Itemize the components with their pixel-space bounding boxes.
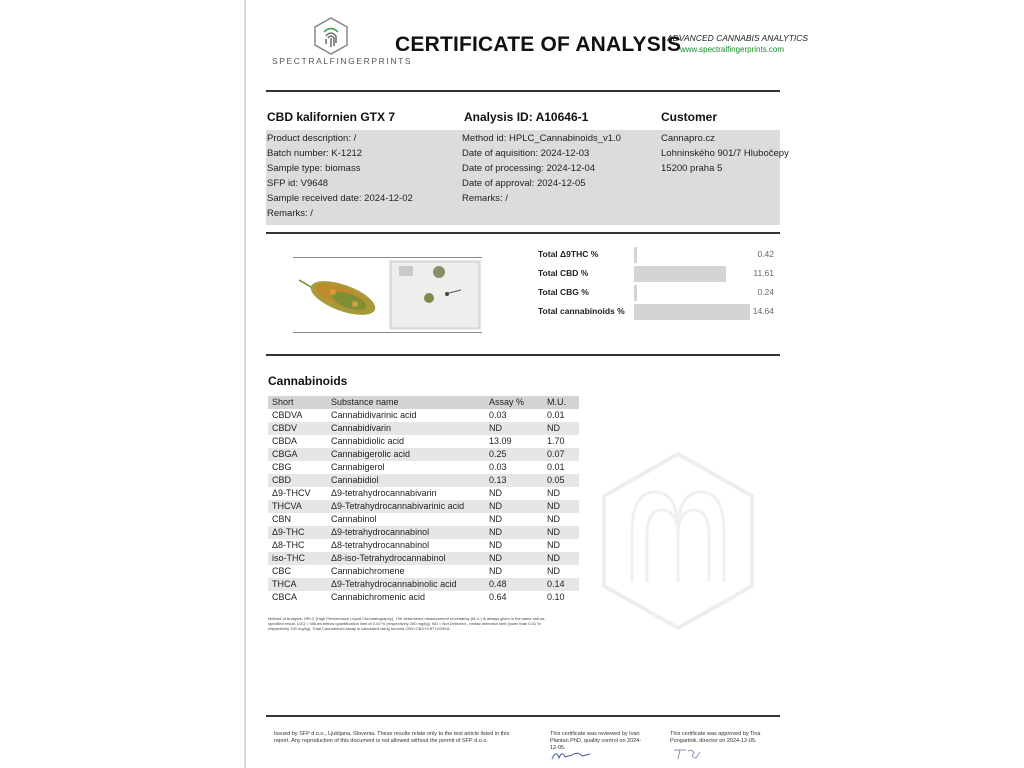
table-row	[268, 578, 579, 591]
total-label: Total CBG %	[538, 287, 589, 297]
cell-mu: 0.10	[547, 592, 565, 602]
customer-line: Cannapro.cz	[661, 133, 715, 144]
cell-assay: 0.48	[489, 579, 507, 589]
cell-substance: Δ9-Tetrahydrocannabivarinic acid	[331, 501, 465, 511]
method-note: Method of Analysis: HPLC (High Performance Liquid Chromatography). The determined measurement uncertainty (M.U.) is always given in the same unit as specified result. LOQ = Values bellow quantification limit of 0.02 % (respectively 200 mg/kg). ND = Not Detected - bellow detection limit (lower than 0.01 % respectively 100 mg/kg). Total Cannabinoid assay is calculated using formula CBX=CBX+0.877xCBXA.	[268, 616, 545, 631]
cell-short: Δ9-THC	[272, 527, 305, 537]
info-left-line: Batch number: K-1212	[267, 148, 363, 159]
cell-short: CBD	[272, 475, 292, 485]
info-middle-line: Date of aquisition: 2024-12-03	[462, 148, 590, 159]
table-header-row	[268, 396, 579, 409]
cell-substance: Cannabinol	[331, 514, 377, 524]
issuer-statement: Issued by SFP d.o.o., Ljubljana, Slovenia. These results relate only to the test article listed in this report. Any reproduction of this document is not allowed without the permit of SFP d.o.o.	[274, 731, 510, 744]
total-value: 0.42	[757, 249, 774, 259]
total-bar	[634, 285, 637, 301]
sample-bag-photo	[389, 260, 481, 330]
column-header: Short	[272, 397, 294, 407]
cell-substance: Δ8-iso-Tetrahydrocannabinol	[331, 553, 446, 563]
info-middle-line: Date of approval: 2024-12-05	[462, 178, 586, 189]
info-middle-line: Method id: HPLC_Cannabinoids_v1.0	[462, 133, 621, 144]
cell-assay: 0.25	[489, 449, 507, 459]
cell-substance: Cannabidivarin	[331, 423, 392, 433]
total-bar	[634, 266, 726, 282]
cell-assay: 0.64	[489, 592, 507, 602]
cell-mu: 0.05	[547, 475, 565, 485]
cell-substance: Cannabigerol	[331, 462, 385, 472]
cell-mu: ND	[547, 553, 560, 563]
cell-short: iso-THC	[272, 553, 305, 563]
cell-assay: ND	[489, 566, 502, 576]
cannabinoids-heading: Cannabinoids	[268, 374, 348, 388]
total-label: Total cannabinoids %	[538, 306, 625, 316]
table-row	[268, 565, 579, 578]
cell-assay: ND	[489, 501, 502, 511]
cell-assay: 0.03	[489, 462, 507, 472]
cell-mu: ND	[547, 540, 560, 550]
table-row	[268, 526, 579, 539]
column-header: M.U.	[547, 397, 566, 407]
cell-mu: ND	[547, 501, 560, 511]
table-row	[268, 500, 579, 513]
cell-assay: 0.03	[489, 410, 507, 420]
reviewer-statement: This certificate was reviewed by Ivan Plantan PhD, quality control on 2024-12-05.	[550, 731, 642, 751]
cell-short: CBDA	[272, 436, 298, 446]
table-row	[268, 474, 579, 487]
logo-wordmark: SPECTRALFINGERPRINTS	[272, 56, 413, 66]
cell-short: CBDVA	[272, 410, 303, 420]
total-bar	[634, 247, 637, 263]
cell-assay: ND	[489, 553, 502, 563]
cell-mu: ND	[547, 514, 560, 524]
info-middle-line: Remarks: /	[462, 193, 508, 204]
sample-photo	[293, 257, 482, 333]
column-header: Substance name	[331, 397, 399, 407]
info-left-line: Sample type: biomass	[267, 163, 361, 174]
info-left-line: Sample received date: 2024-12-02	[267, 193, 413, 204]
table-row	[268, 422, 579, 435]
cell-substance: Cannabichromenic acid	[331, 592, 426, 602]
cell-assay: ND	[489, 423, 502, 433]
cell-short: THCVA	[272, 501, 302, 511]
total-value: 11.61	[753, 268, 774, 278]
table-row	[268, 513, 579, 526]
cell-assay: ND	[489, 514, 502, 524]
header-divider	[266, 90, 780, 92]
cell-mu: 0.14	[547, 579, 565, 589]
total-bar	[634, 304, 750, 320]
cell-short: CBC	[272, 566, 292, 576]
cell-mu: ND	[547, 423, 560, 433]
table-row	[268, 448, 579, 461]
info-left-line: Product description: /	[267, 133, 357, 144]
column-header: Assay %	[489, 397, 525, 407]
cell-substance: Δ9-tetrahydrocannabivarin	[331, 488, 437, 498]
hexagon-watermark-icon	[602, 452, 754, 630]
cell-substance: Cannabidiol	[331, 475, 379, 485]
cell-short: CBGA	[272, 449, 298, 459]
table-row	[268, 539, 579, 552]
footer-divider	[266, 715, 780, 717]
cell-substance: Cannabigerolic acid	[331, 449, 411, 459]
cell-mu: 0.01	[547, 410, 565, 420]
company-website-link[interactable]: www.spectralfingerprints.com	[680, 45, 785, 54]
totals-divider	[266, 354, 780, 356]
cell-substance: Cannabidivarinic acid	[331, 410, 417, 420]
document-title: CERTIFICATE OF ANALYSIS	[395, 33, 682, 56]
cell-substance: Δ8-tetrahydrocannabinol	[331, 540, 430, 550]
cell-mu: 1.70	[547, 436, 565, 446]
total-value: 0.24	[757, 287, 774, 297]
cell-mu: 0.01	[547, 462, 565, 472]
cell-assay: ND	[489, 527, 502, 537]
table-row	[268, 461, 579, 474]
company-tagline: ADVANCED CANNABIS ANALYTICS	[667, 33, 809, 43]
total-label: Total CBD %	[538, 268, 589, 278]
cell-short: Δ9-THCV	[272, 488, 311, 498]
customer-line: Lohninského 901/7 Hlubočepy	[661, 148, 789, 159]
cannabinoids-table	[268, 396, 579, 604]
cell-substance: Cannabidiolic acid	[331, 436, 405, 446]
table-row	[268, 409, 579, 422]
customer-line: 15200 praha 5	[661, 163, 723, 174]
customer-heading: Customer	[661, 110, 718, 124]
table-row	[268, 435, 579, 448]
cell-assay: ND	[489, 540, 502, 550]
info-left-line: SFP id: V9648	[267, 178, 329, 189]
cell-short: CBDV	[272, 423, 298, 433]
approver-statement: This certificate was approved by Tina Pungartnik, director on 2024-12-05.	[670, 731, 761, 744]
approver-signature-icon	[672, 747, 702, 761]
cell-short: CBN	[272, 514, 292, 524]
cell-substance: Δ9-tetrahydrocannabinol	[331, 527, 430, 537]
table-row	[268, 591, 579, 604]
cell-substance: Cannabichromene	[331, 566, 405, 576]
table-row	[268, 552, 579, 565]
cell-short: THCA	[272, 579, 297, 589]
info-divider	[266, 232, 780, 234]
cell-mu: ND	[547, 566, 560, 576]
cell-short: CBCA	[272, 592, 298, 602]
total-value: 14.64	[752, 306, 774, 316]
cell-assay: ND	[489, 488, 502, 498]
info-left-line: Remarks: /	[267, 208, 313, 219]
cell-substance: Δ9-Tetrahydrocannabinolic acid	[331, 579, 457, 589]
cell-mu: ND	[547, 488, 560, 498]
cell-assay: 0.13	[489, 475, 507, 485]
cell-assay: 13.09	[489, 436, 512, 446]
cell-short: Δ8-THC	[272, 540, 305, 550]
info-middle-line: Date of processing: 2024-12-04	[462, 163, 596, 174]
product-name: CBD kalifornien GTX 7	[267, 110, 396, 124]
sample-bud-photo	[293, 258, 387, 332]
reviewer-signature-icon	[550, 748, 594, 762]
cell-mu: 0.07	[547, 449, 565, 459]
total-label: Total Δ9THC %	[538, 249, 599, 259]
cell-short: CBG	[272, 462, 292, 472]
certificate-page	[246, 0, 1024, 768]
table-row	[268, 487, 579, 500]
hexagon-fingerprint-icon	[272, 16, 390, 56]
spectralfingerprints-logo	[272, 16, 413, 74]
cell-mu: ND	[547, 527, 560, 537]
analysis-id: Analysis ID: A10646-1	[464, 110, 589, 124]
